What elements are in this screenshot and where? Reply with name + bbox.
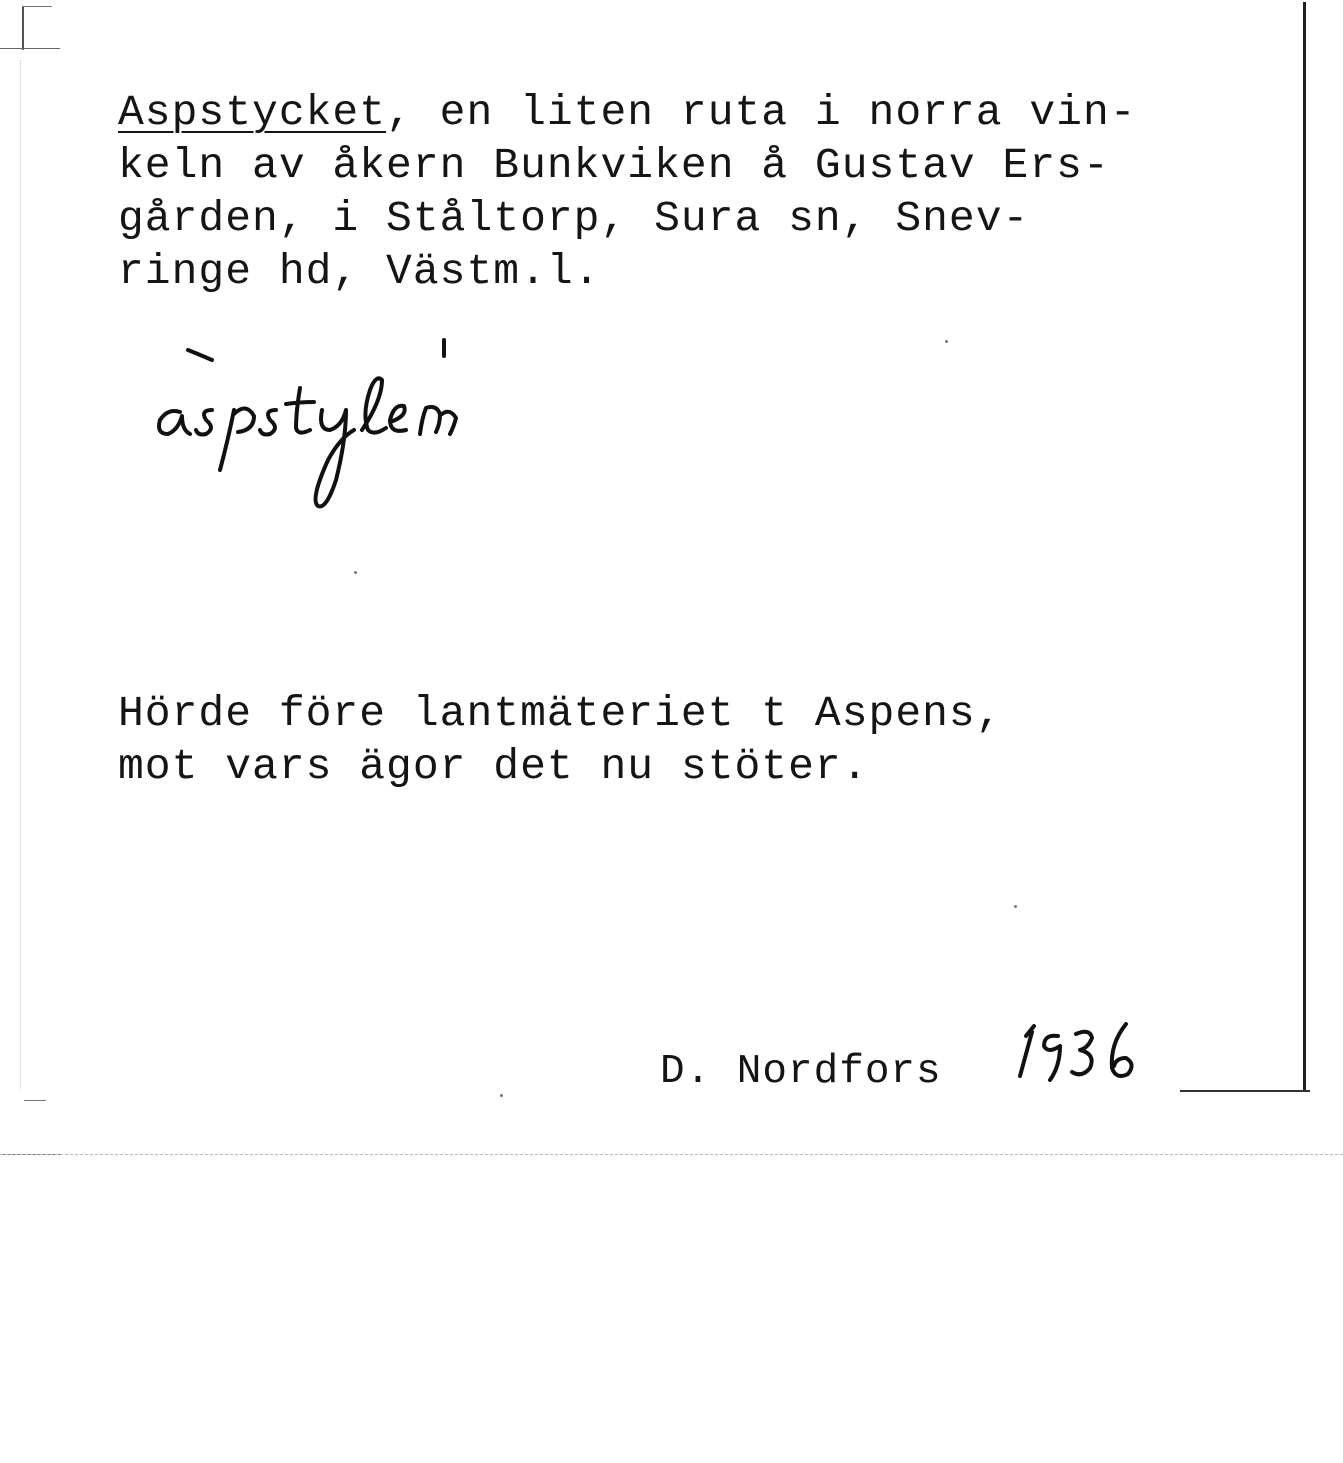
handwriting-drawing xyxy=(150,330,590,530)
entry-paragraph xyxy=(118,86,1137,298)
card-right-edge xyxy=(1303,2,1306,1092)
card-bottom-edge xyxy=(1180,1090,1310,1092)
scan-speck xyxy=(1014,905,1017,908)
entry-line-4: ringe hd, Västm.l. xyxy=(118,247,601,296)
note-paragraph xyxy=(118,687,1003,793)
handwritten-year xyxy=(1014,1014,1164,1099)
scan-speck xyxy=(500,1094,503,1097)
scan-speck xyxy=(354,571,357,574)
note-line-1: Hörde före lantmäteriet t Aspens, xyxy=(118,689,1003,738)
note-line-2: mot vars ägor det nu stöter. xyxy=(118,742,869,791)
card-corner-mark xyxy=(22,6,24,50)
entry-line-3: gården, i Ståltorp, Sura sn, Snev- xyxy=(118,194,1030,243)
card-left-edge xyxy=(20,60,21,1090)
scan-line xyxy=(0,1154,1343,1155)
entry-line-2: keln av åkern Bunkviken å Gustav Ers- xyxy=(118,141,1110,190)
headword: Aspstycket xyxy=(118,88,387,137)
card-bottom-left-tick xyxy=(24,1100,46,1101)
entry-line-1-rest: , en liten ruta i norra vin- xyxy=(386,88,1137,137)
card-corner-mark-horizontal xyxy=(0,48,60,49)
year-drawing xyxy=(1014,1014,1164,1094)
scan-speck xyxy=(945,340,948,343)
handwritten-pronunciation xyxy=(150,330,590,535)
card-corner-mark-top xyxy=(22,6,52,7)
collector-signature: D. Nordfors xyxy=(660,1049,942,1095)
